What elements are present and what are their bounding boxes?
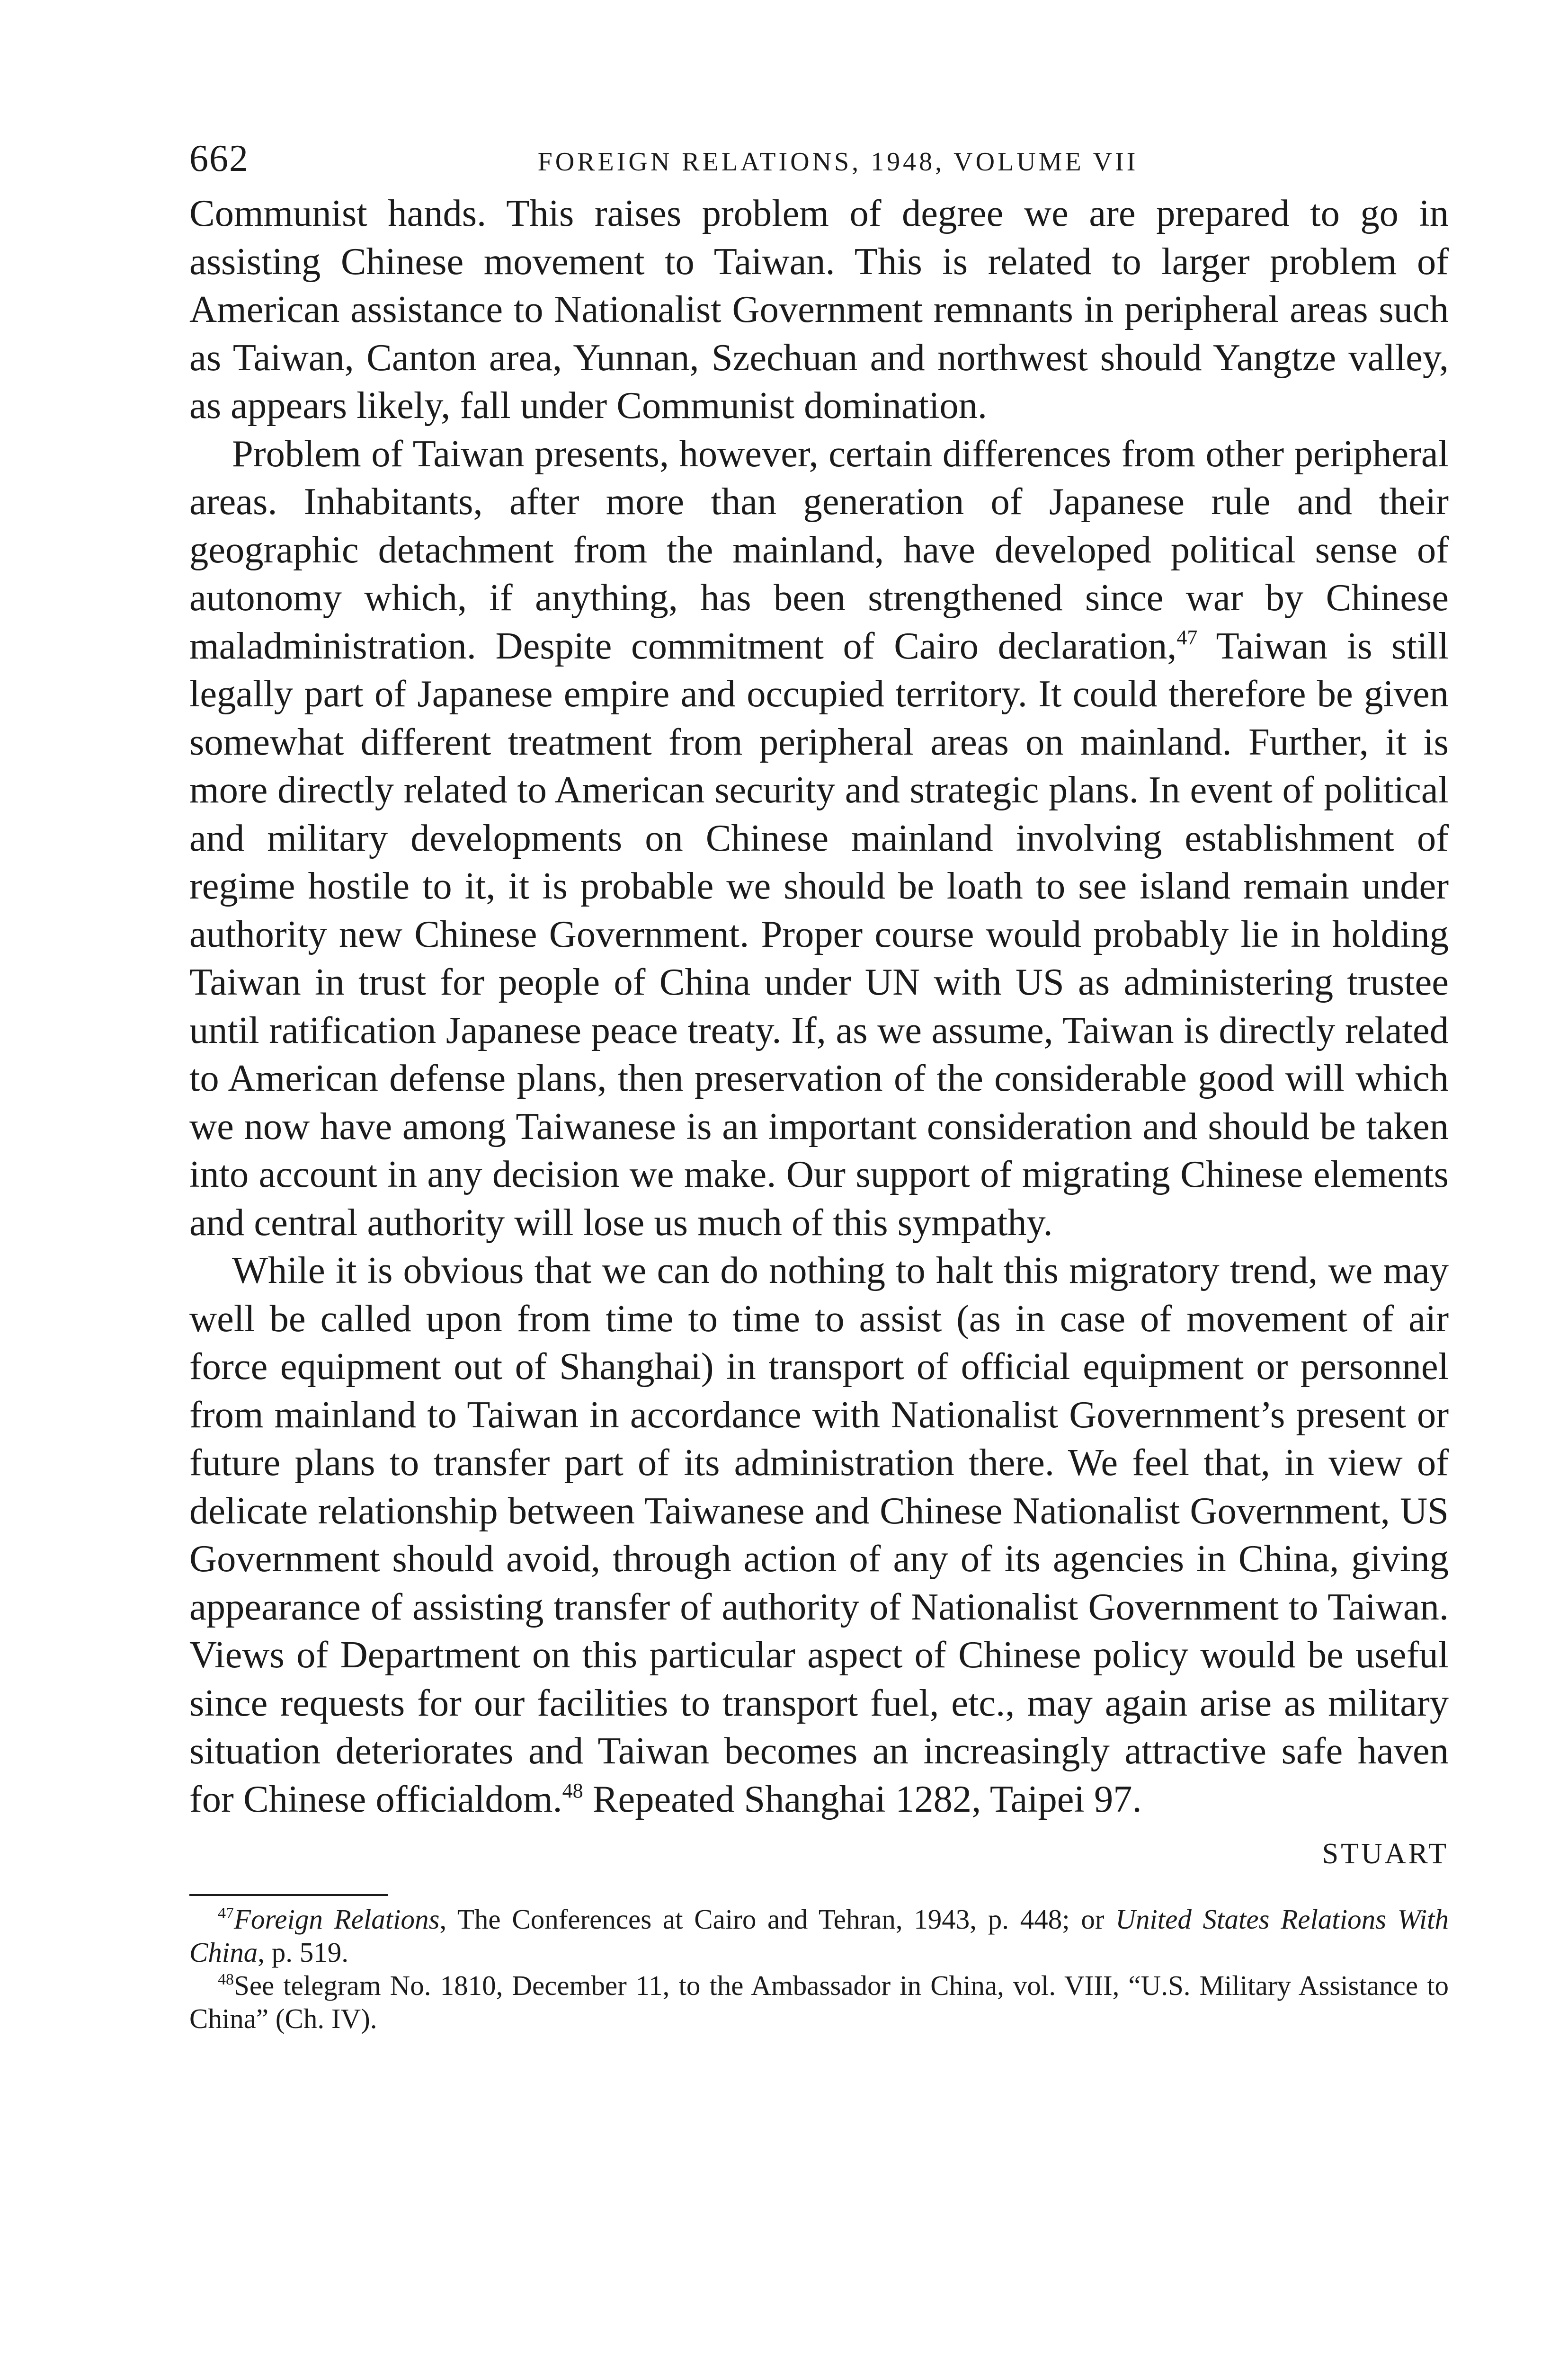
footnote-47-title-1: Foreign Relations: [234, 1904, 440, 1935]
page-number: 662: [189, 138, 249, 179]
footnotes: [189, 1903, 1449, 2035]
signature: STUART: [1322, 1838, 1449, 1870]
footnote-47-text-1: , The Conferences at Cairo and Tehran, 1943, p. 448; or: [439, 1904, 1116, 1935]
page-header: [189, 118, 1449, 189]
paragraph-3-part-a: While it is obvious that we can do nothing to halt this migratory trend, we may well be called upon from time to time to assist (as in case of movement of air force equipment out of Shanghai) in transport of official equipment or personnel from mainland to Taiwan in accordance with Nationalist Government’s present or future plans to transfer part of its administration there. We feel that, in view of delicate relationship between Taiwanese and Chinese Nationalist Government, US Government should avoid, through action of any of its agencies in China, giving appearance of assisting transfer of authority of Nationalist Government to Taiwan. Views of Department on this particular aspect of Chinese policy would be useful since requests for our facilities to transport fuel, etc., may again arise as military situation deteriorates and Taiwan becomes an increasingly attractive safe haven for Chinese officialdom.: [189, 1249, 1449, 1820]
footnote-48-mark: 48: [218, 1971, 234, 1988]
footnote-47: [189, 1903, 1449, 1969]
footnote-ref-48: 48: [562, 1779, 583, 1802]
paragraph-3-part-b: Repeated Shanghai 1282, Taipei 97.: [583, 1778, 1142, 1820]
paragraph-2-part-b: Taiwan is still legally part of Japanese empire and occupied territory. It could therefore be given somewhat different treatment from peripheral areas on mainland. Further, it is more directly related to American security and strategic plans. In event of political and military developments on Chinese mainland involving establishment of regime hostile to it, it is probable we should be loath to see island remain under authority new Chinese Government. Proper course would probably lie in holding Taiwan in trust for people of China under UN with US as administering trustee until ratification Japanese peace treaty. If, as we assume, Taiwan is directly related to American defense plans, then preservation of the considerable good will which we now have among Taiwanese is an important consideration and should be taken into account in any decision we make. Our support of migrating Chinese elements and central authority will lose us much of this sympathy.: [189, 624, 1449, 1244]
footnote-48-text: See telegram No. 1810, December 11, to the Ambassador in China, vol. VIII, “U.S. Military Assistance to China” (Ch. IV).: [189, 1970, 1449, 2034]
paragraph-3: [189, 1246, 1449, 1823]
document-page: [189, 118, 1449, 2367]
paragraph-2: [189, 430, 1449, 1247]
paragraph-1: Communist hands. This raises problem of degree we are prepared to go in assisting Chinese movement to Taiwan. This is related to larger problem of American assistance to Nationalist Government remnants in peripheral areas such as Taiwan, Canton area, Yunnan, Szechuan and northwest should Yangtze valley, as appears likely, fall under Communist domination.: [189, 192, 1449, 427]
paragraph-2-part-a: Problem of Taiwan presents, however, certain differences from other peripheral areas. Inhabitants, after more than generation of Japanese rule and their geographic detachment from the mainland, have developed political sense of autonomy which, if anything, has been strengthened since war by Chinese maladministration. Despite commitment of Cairo declaration,: [189, 432, 1449, 667]
body-text: [189, 189, 1449, 1823]
footnote-ref-47: 47: [1176, 625, 1198, 649]
running-head: FOREIGN RELATIONS, 1948, VOLUME VII: [537, 147, 1139, 177]
footnote-47-text-2: , p. 519.: [258, 1937, 348, 1968]
footnote-47-mark: 47: [218, 1904, 234, 1922]
footnote-48: [189, 1969, 1449, 2035]
footnote-divider: [189, 1894, 388, 1896]
footnote-47-title-2: United States Relations With China: [189, 1904, 1449, 1968]
